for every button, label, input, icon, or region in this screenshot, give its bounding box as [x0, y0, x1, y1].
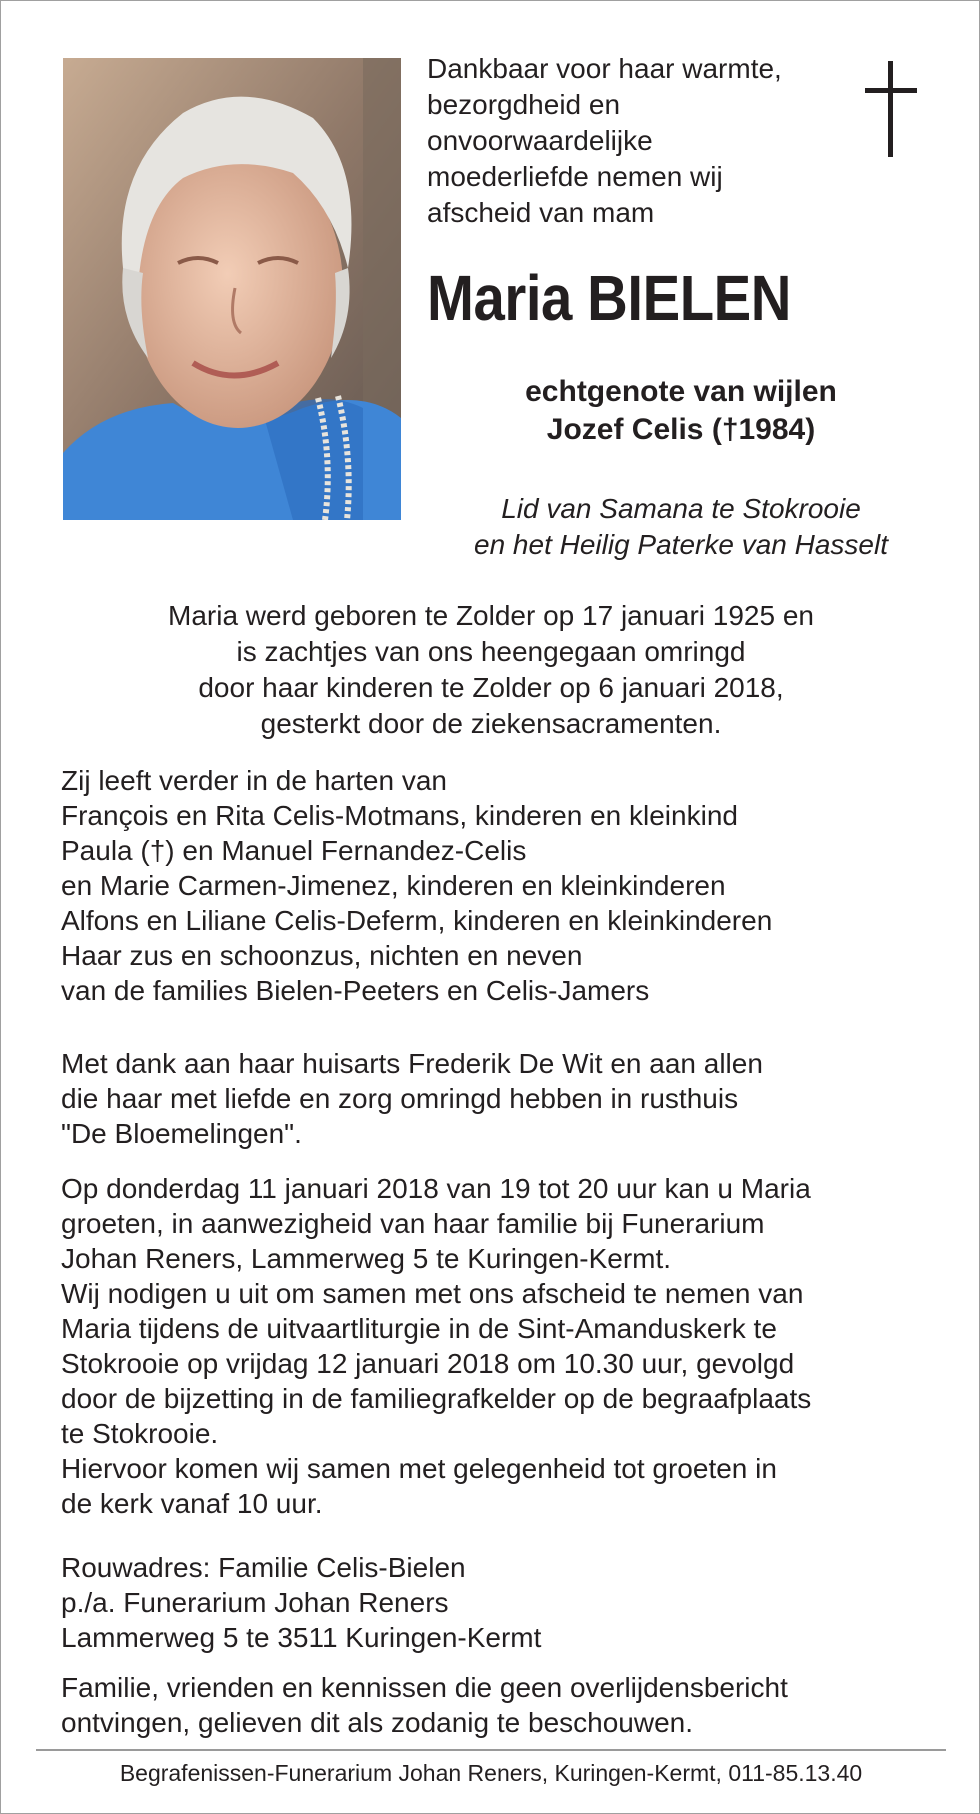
service-line: Wij nodigen u uit om samen met ons afscheid te nemen van	[61, 1278, 804, 1309]
service-line: Hiervoor komen wij samen met gelegenheid tot groeten in	[61, 1453, 777, 1484]
portrait-illustration	[63, 58, 401, 520]
membership-text	[421, 491, 941, 563]
service-line: de kerk vanaf 10 uur.	[61, 1488, 323, 1519]
intro-line: moederliefde nemen wij	[427, 161, 723, 192]
cross-icon	[859, 61, 923, 161]
survivors-line: Haar zus en schoonzus, nichten en neven	[61, 940, 583, 971]
survivors-line: Alfons en Liliane Celis-Deferm, kinderen en kleinkinderen	[61, 905, 773, 936]
thanks-line: "De Bloemelingen".	[61, 1118, 302, 1149]
birth-death-text	[61, 598, 921, 742]
survivors-list	[61, 763, 941, 1008]
birth-death-line: door haar kinderen te Zolder op 6 januari 2018,	[198, 672, 784, 703]
spouse-line: echtgenote van wijlen	[525, 375, 837, 408]
spouse-line: Jozef Celis (†1984)	[546, 413, 816, 446]
portrait-photo	[63, 58, 401, 520]
service-line: te Stokrooie.	[61, 1418, 219, 1449]
membership-line: Lid van Samana te Stokrooie	[501, 493, 861, 524]
thanks-line: die haar met liefde en zorg omringd hebben in rusthuis	[61, 1083, 739, 1114]
survivors-line: François en Rita Celis-Motmans, kinderen en kleinkind	[61, 800, 738, 831]
service-line: Op donderdag 11 januari 2018 van 19 tot 20 uur kan u Maria	[61, 1173, 811, 1204]
intro-line: afscheid van mam	[427, 197, 655, 228]
notice-line: ontvingen, gelieven dit als zodanig te beschouwen.	[61, 1707, 693, 1738]
thanks-line: Met dank aan haar huisarts Frederik De Wit en aan allen	[61, 1048, 763, 1079]
intro-line: onvoorwaardelijke	[427, 125, 653, 156]
address-line: p./a. Funerarium Johan Reners	[61, 1587, 449, 1618]
service-line: Johan Reners, Lammerweg 5 te Kuringen-Kermt.	[61, 1243, 672, 1274]
intro-text	[427, 51, 847, 231]
service-line: Maria tijdens de uitvaartliturgie in de Sint-Amanduskerk te	[61, 1313, 777, 1344]
footer-divider	[36, 1749, 946, 1751]
deceased-name: Maria BIELEN	[427, 262, 792, 334]
birth-death-line: gesterkt door de ziekensacramenten.	[260, 708, 722, 739]
notice-text	[61, 1670, 941, 1740]
service-line: door de bijzetting in de familiegrafkelder op de begraafplaats	[61, 1383, 812, 1414]
mourning-address	[61, 1550, 941, 1655]
intro-line: Dankbaar voor haar warmte,	[427, 53, 782, 84]
service-line: Stokrooie op vrijdag 12 januari 2018 om 10.30 uur, gevolgd	[61, 1348, 795, 1379]
intro-line: bezorgdheid en	[427, 89, 621, 120]
footer-funeral-home: Begrafenissen-Funerarium Johan Reners, Kuringen-Kermt, 011-85.13.40	[119, 1760, 863, 1786]
address-line: Lammerweg 5 te 3511 Kuringen-Kermt	[61, 1622, 542, 1653]
survivors-line: van de families Bielen-Peeters en Celis-Jamers	[61, 975, 650, 1006]
service-line: groeten, in aanwezigheid van haar familie bij Funerarium	[61, 1208, 765, 1239]
spouse-text	[421, 373, 941, 449]
survivors-line: Zij leeft verder in de harten van	[61, 765, 447, 796]
birth-death-line: Maria werd geboren te Zolder op 17 januari 1925 en	[168, 600, 814, 631]
birth-death-line: is zachtjes van ons heengegaan omringd	[236, 636, 746, 667]
service-details	[61, 1171, 941, 1521]
address-line: Rouwadres: Familie Celis-Bielen	[61, 1552, 466, 1583]
notice-line: Familie, vrienden en kennissen die geen overlijdensbericht	[61, 1672, 788, 1703]
survivors-line: Paula (†) en Manuel Fernandez-Celis	[61, 835, 527, 866]
survivors-line: en Marie Carmen-Jimenez, kinderen en kleinkinderen	[61, 870, 726, 901]
membership-line: en het Heilig Paterke van Hasselt	[474, 529, 888, 560]
thanks-text	[61, 1046, 941, 1151]
